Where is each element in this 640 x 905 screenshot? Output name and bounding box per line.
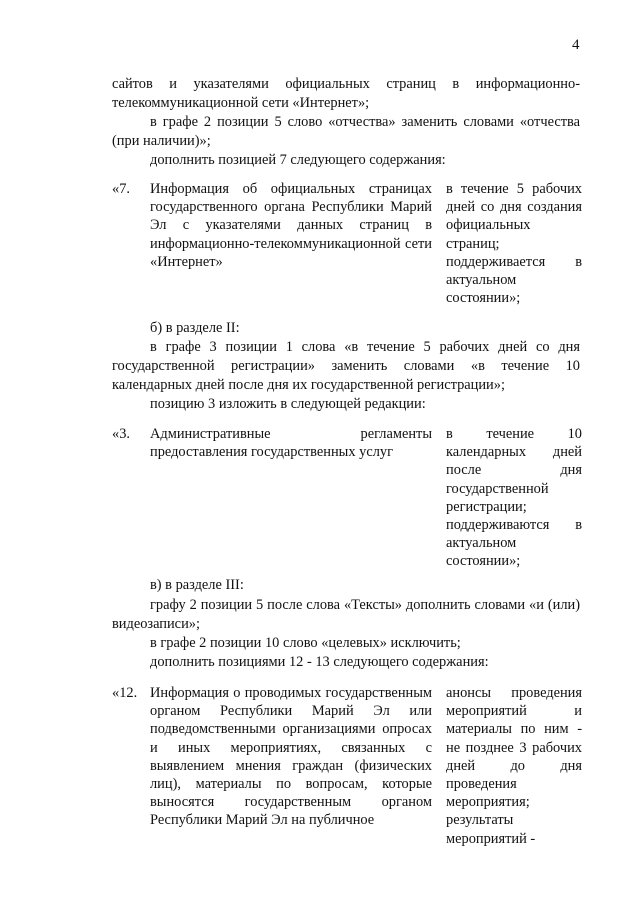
row-number: «7. xyxy=(112,181,130,197)
row-term-cell: в течение 10 календарных дней после дня государственной регистрации; поддерживаются в актуальном состоянии»; xyxy=(446,426,582,570)
paragraph-section-ii-change: в графе 3 позиции 1 слова «в течение 5 рабочих дней со дня государственной регистрации» заменить словами «в течение 10 календарных дней после дня их государственной регистрации»; xyxy=(112,339,580,393)
section-heading-ii: б) в разделе II: xyxy=(150,320,240,336)
paragraph-add-position-7: дополнить позицией 7 следующего содержания: xyxy=(150,152,446,168)
paragraph-column-2-change: в графе 2 позиции 5 слово «отчества» заменить словами «отчества (при наличии)»; xyxy=(112,114,580,149)
row-info-cell: Информация об официальных страницах государственного органа Республики Марий Эл с указателями данных страниц в информационно-телекоммуникационной сети «Интернет» xyxy=(150,181,432,270)
paragraph-add-positions-12-13: дополнить позициями 12 - 13 следующего содержания: xyxy=(150,654,489,670)
page-number: 4 xyxy=(572,37,580,53)
row-term-cell: в течение 5 рабочих дней со дня создания официальных страниц; поддерживается в актуальном состоянии»; xyxy=(446,181,582,307)
paragraph-column-2-position-5: графу 2 позиции 5 после слова «Тексты» дополнить словами «и (или) видеозаписи»; xyxy=(112,597,580,632)
row-info-cell: Информация о проводимых государственным органом Республики Марий Эл или подведомственными организациями опросах и иных мероприятиях, связанных с выявлением мнения граждан (физических лиц), материалы по вопросам, которые выносятся государственным органом Республики Марий Эл на публичное xyxy=(150,685,432,829)
paragraph-position-3-edit: позицию 3 изложить в следующей редакции: xyxy=(150,396,426,412)
row-term-cell: анонсы проведения мероприятий и материалы по ним - не позднее 3 рабочих дней до дня проведения мероприятия; результаты мероприятий - xyxy=(446,685,582,847)
paragraph-column-2-position-10: в графе 2 позиции 10 слово «целевых» исключить; xyxy=(150,635,461,651)
row-number: «3. xyxy=(112,426,130,442)
paragraph-continuation: сайтов и указателями официальных страниц в информационно-телекоммуникационной сети «Интернет»; xyxy=(112,76,580,111)
row-number: «12. xyxy=(112,685,138,701)
row-info-cell: Административные регламенты предоставления государственных услуг xyxy=(150,426,432,461)
section-heading-iii: в) в разделе III: xyxy=(150,577,244,593)
